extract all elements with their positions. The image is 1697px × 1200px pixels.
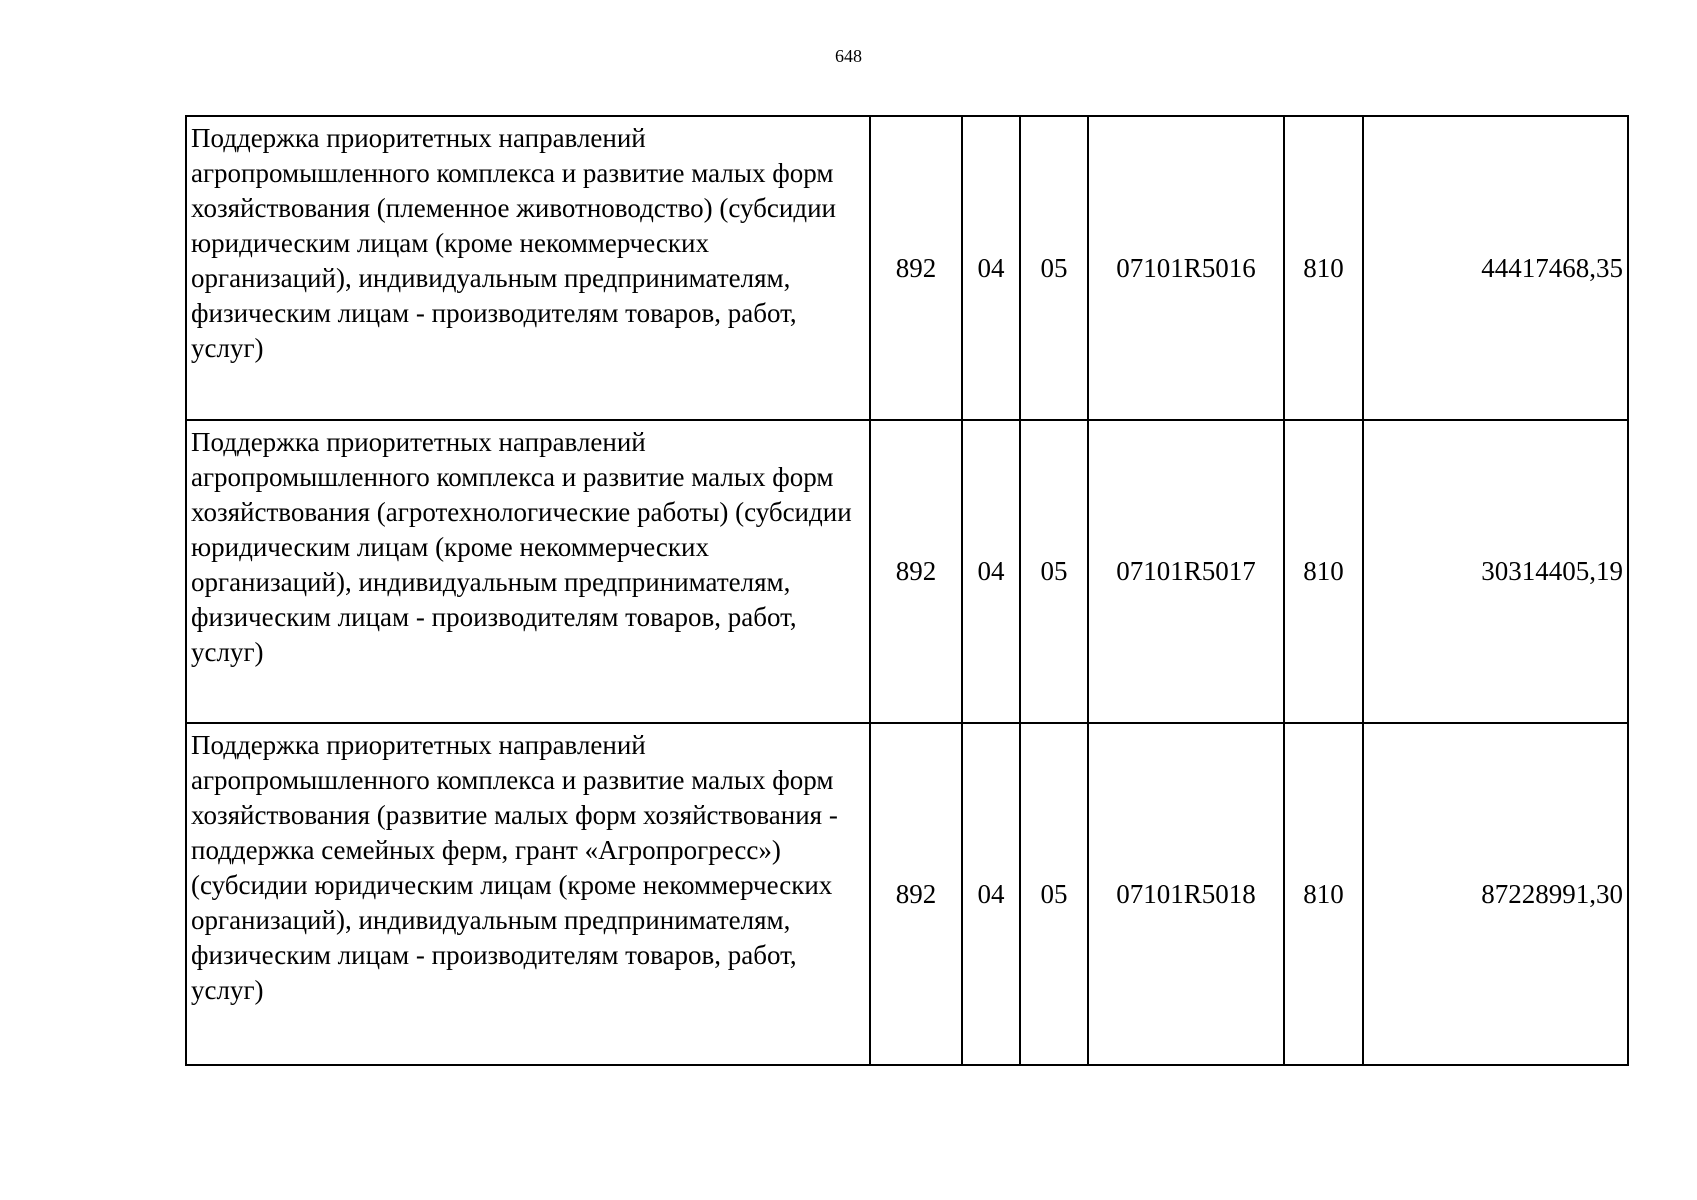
amount: 44417468,35 — [1363, 116, 1628, 420]
table-row — [186, 116, 1628, 420]
target-article-code: 07101R5016 — [1088, 116, 1284, 420]
subsection-code: 05 — [1020, 116, 1088, 420]
ministry-code: 892 — [870, 723, 962, 1065]
amount: 30314405,19 — [1363, 420, 1628, 723]
page-number: 648 — [835, 46, 862, 66]
section-code: 04 — [962, 420, 1020, 723]
target-article-code: 07101R5018 — [1088, 723, 1284, 1065]
table-row — [186, 420, 1628, 723]
row-description: Поддержка приоритетных направлений агропромышленного комплекса и развитие малых форм хозяйствования (развитие малых форм хозяйствования - поддержка семейных ферм, грант «Агропрогресс») (субсидии юридическим лицам (кроме некоммерческих организаций), индивидуальным предпринимателям, физическим лицам - производителям товаров, работ, услуг) — [186, 723, 870, 1065]
expense-type-code: 810 — [1284, 420, 1363, 723]
budget-table — [185, 115, 1629, 1066]
target-article-code: 07101R5017 — [1088, 420, 1284, 723]
table-row — [186, 723, 1628, 1065]
section-code: 04 — [962, 723, 1020, 1065]
amount: 87228991,30 — [1363, 723, 1628, 1065]
row-description: Поддержка приоритетных направлений агропромышленного комплекса и развитие малых форм хозяйствования (племенное животноводство) (субсидии юридическим лицам (кроме некоммерческих организаций), индивидуальным предпринимателям, физическим лицам - производителям товаров, работ, услуг) — [186, 116, 870, 420]
expense-type-code: 810 — [1284, 723, 1363, 1065]
section-code: 04 — [962, 116, 1020, 420]
row-description: Поддержка приоритетных направлений агропромышленного комплекса и развитие малых форм хозяйствования (агротехнологические работы) (субсидии юридическим лицам (кроме некоммерческих организаций), индивидуальным предпринимателям, физическим лицам - производителям товаров, работ, услуг) — [186, 420, 870, 723]
subsection-code: 05 — [1020, 723, 1088, 1065]
ministry-code: 892 — [870, 420, 962, 723]
subsection-code: 05 — [1020, 420, 1088, 723]
ministry-code: 892 — [870, 116, 962, 420]
expense-type-code: 810 — [1284, 116, 1363, 420]
